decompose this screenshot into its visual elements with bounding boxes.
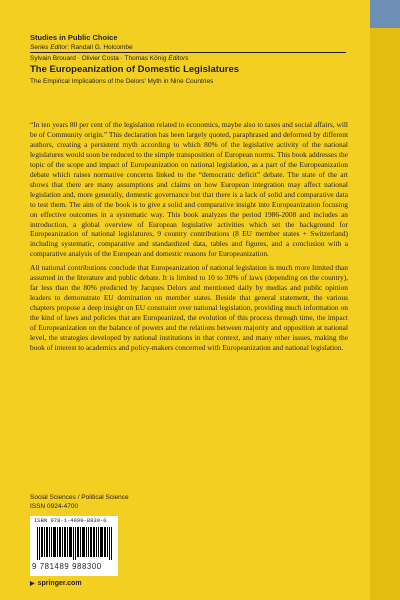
series-editor (30, 43, 133, 52)
barcode-digits: 9 781489 988300 (32, 562, 102, 571)
subject-info (30, 493, 129, 511)
issn: ISSN 0924-4700 (30, 503, 79, 510)
book-title: The Europeanization of Domestic Legislatures (30, 64, 240, 75)
isbn-barcode (30, 516, 118, 576)
editor-names: Sylvain Brouard · Olivier Costa · Thomas König (30, 55, 167, 62)
publisher-url[interactable]: springer.com (37, 580, 82, 587)
top-divider (30, 52, 346, 53)
spine-accent-block (370, 0, 400, 28)
book-subtitle: The Empirical Implications of the Delors' Myth in Nine Countries (30, 78, 214, 85)
series-title: Studies in Public Choice (30, 33, 118, 42)
back-cover-blurb (30, 120, 348, 357)
barcode-bars (37, 527, 113, 560)
editors-label: Editors (168, 55, 189, 62)
series-editor-label: Series Editor: (30, 44, 70, 51)
arrow-icon: ▶ (30, 581, 35, 587)
series-info (30, 33, 133, 52)
series-editor-name: Randall G. Holcombe (70, 44, 133, 51)
isbn-text: ISBN 978-1-4899-8830-0 (34, 517, 107, 524)
publisher-link[interactable] (30, 580, 82, 587)
blurb-paragraph: “In ten years 80 per cent of the legislation related to economics, maybe also to taxes and social affairs, will be of Community origin.” This declaration has been largely quoted, paraphrased and deformed by different authors, creating a persistent myth according to which 80% of the legislative activity of the national legislatures would soon be reduced to the simple transposition of European norms. This book addresses the topic of the scope and impact of Europeanization on national legislation, as a part of the Europeanization debate which raises normative concerns linked to the “democratic deficit” debate. The state of the art shows that there are many assumptions and claims on how European integration may affect national legislation and, more generally, domestic governance but that there is a lack of solid and comparative data to test them. The aim of the book is to give a solid and comparative insight into Europeanization focusing on effective outcomes in a systematic way. This book analyzes the period 1986-2008 and includes an introduction, a global overview of European legislative activities which set the background for Europeanization of national legislatures, 9 country contributions (8 EU member states + Switzerland) including systematic, comparative and standardized data, tables and figures, and a conclusion with a comparative analysis of the European and domestic reasons for Europeanization. (30, 120, 348, 259)
book-editors (30, 54, 188, 63)
spine-stripe (370, 0, 400, 600)
subject-category: Social Sciences / Political Science (30, 494, 129, 501)
blurb-paragraph: All national contributions conclude that Europeanization of national legislation is much more limited than assumed in the literature and public debate. It is limited to 10 to 30% of laws (depending on the country), far less than the 80% predicted by Jacques Delors and mentioned daily by medias and public opinion leaders to demonstrate EU domination on member states. Beside that general statement, the various chapters propose a deep insight on EU constraint over national legislation, providing much information on the kind of laws and policies that are Europeanized, the evolution of this process through time, the impact of Europeanization on the balance of powers and the relations between majority and opposition at national level, the strategies developed by national institutions in that context, and many other issues, making the book of interest to academics and policy-makers concerned with Europeanization and national legislation. (30, 263, 348, 352)
